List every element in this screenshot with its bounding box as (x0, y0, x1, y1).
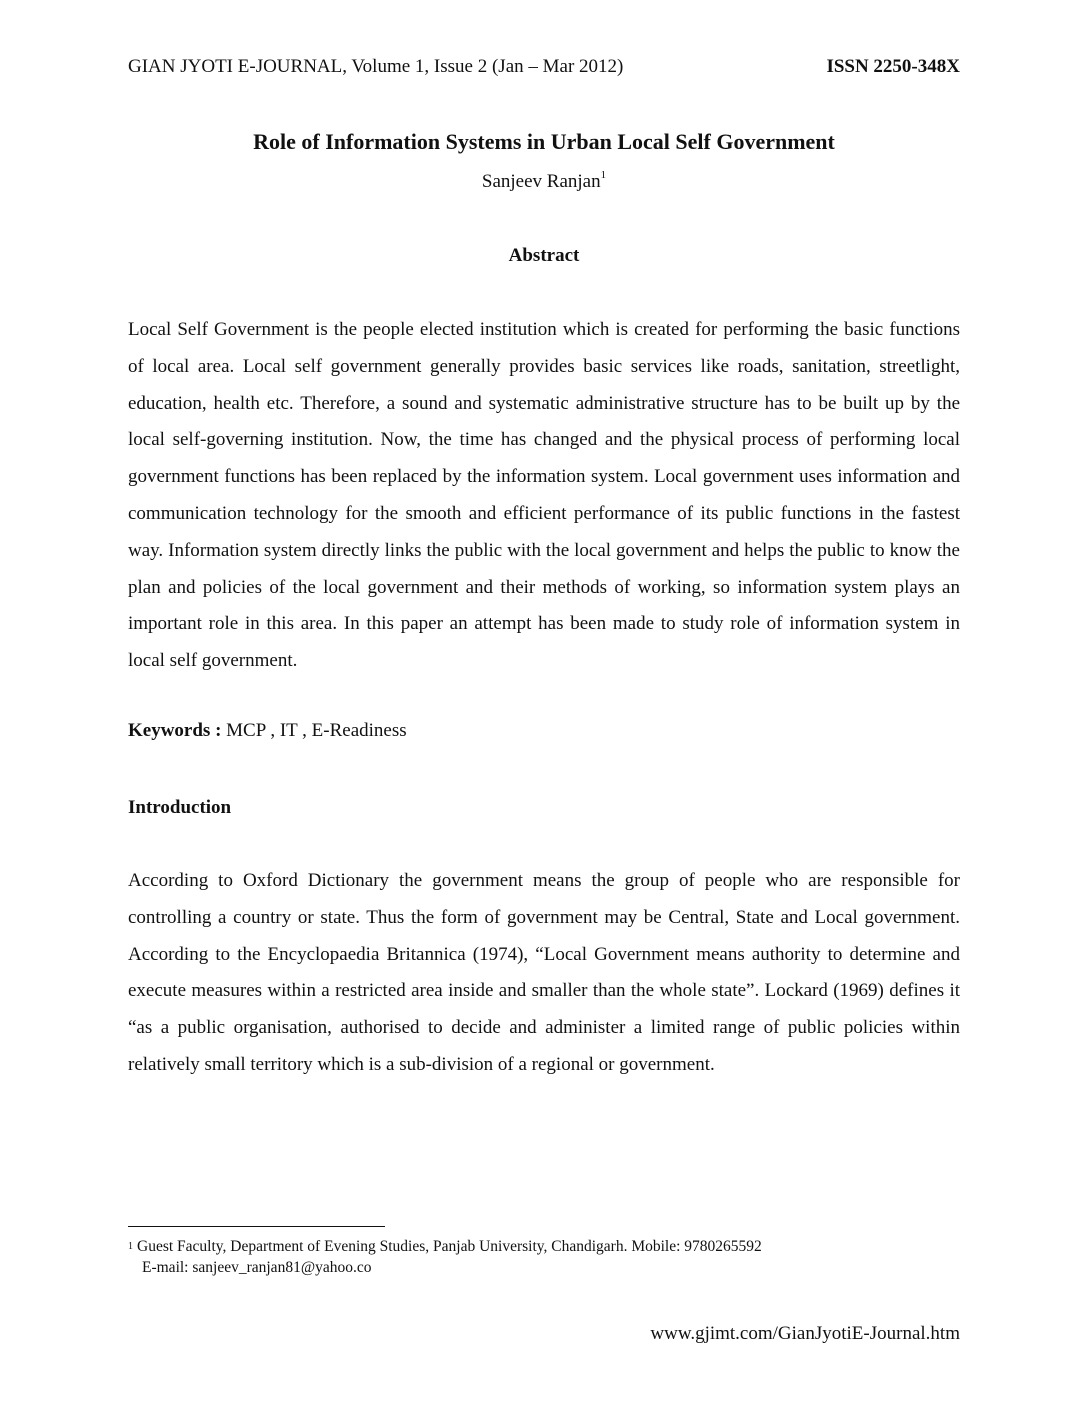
footnote-affiliation-line (128, 1236, 762, 1257)
footnote-mark: 1 (128, 1241, 133, 1252)
issn-label: ISSN 2250-348X (826, 56, 960, 77)
journal-citation: GIAN JYOTI E-JOURNAL, Volume 1, Issue 2 (Jan – Mar 2012) (128, 56, 624, 77)
paper-title: Role of Information Systems in Urban Local Self Government (253, 129, 835, 154)
abstract-heading: Abstract (508, 245, 580, 266)
abstract-text: Local Self Government is the people elected institution which is created for performing the basic functions of local area. Local self government generally provides basic services like roads, sanitation, streetlight, education, health etc. Therefore, a sound and systematic administrative structure has to be built up by the local self-governing institution. Now, the time has changed and the physical process of performing local government functions has been replaced by the information system. Local government uses information and communication technology for the smooth and efficient performance of its public functions in the fastest way. Information system directly links the public with the local government and helps the public to know the plan and policies of the local government and their methods of working, so information system plays an important role in this area. In this paper an attempt has been made to study role of information system in local self government. (128, 319, 960, 672)
introduction-text: According to Oxford Dictionary the government means the group of people who are responsible for controlling a country or state. Thus the form of government may be Central, State and Local government. According to the Encyclopaedia Britannica (1974), “Local Government means authority to determine and execute measures within a restricted area inside and smaller than the whole state”. Lockard (1969) defines it “as a public organisation, authorised to decide and administer a limited range of public policies within relatively small territory which is a sub-division of a regional or government. (128, 870, 960, 1075)
footer-url: www.gjimt.com/GianJyotiE-Journal.htm (650, 1323, 960, 1344)
footnote-divider (128, 1226, 385, 1227)
running-header (128, 56, 960, 78)
author-footnote-mark: 1 (600, 169, 607, 181)
footnote-email: E-mail: sanjeev_ranjan81@yahoo.co (142, 1259, 372, 1276)
footnote (128, 1236, 762, 1278)
author-line (0, 171, 1088, 193)
keywords-values: MCP , IT , E-Readiness (221, 720, 407, 741)
introduction-heading: Introduction (128, 797, 232, 818)
keywords-label: Keywords : (128, 720, 222, 741)
author-name: Sanjeev Ranjan (481, 171, 601, 192)
footnote-affiliation: Guest Faculty, Department of Evening Studies, Panjab University, Chandigarh. Mobile: 9780265592 (137, 1238, 762, 1255)
keywords-line (128, 720, 407, 742)
